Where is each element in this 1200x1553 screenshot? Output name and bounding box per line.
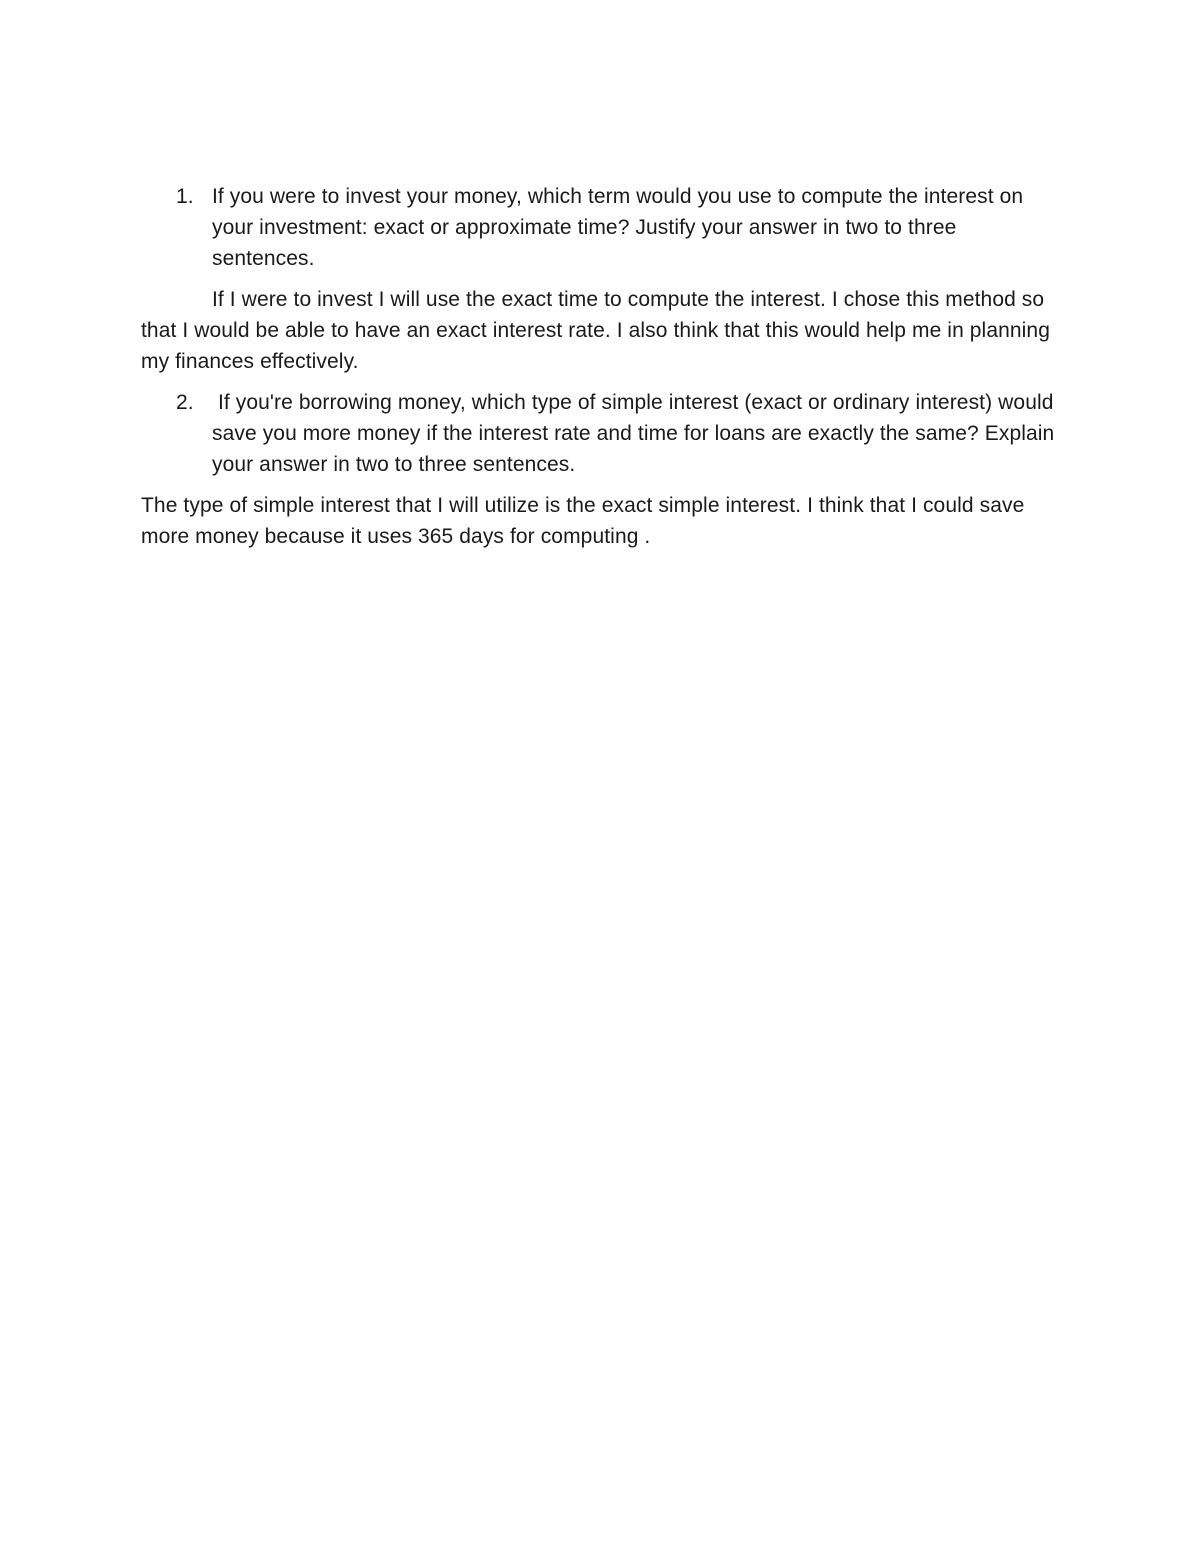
question-text: If you were to invest your money, which term would you use to compute the interest on your investment: exact or approximate time? Justify your answer in two to three sentences.: [212, 185, 1024, 270]
question-number: 1.: [176, 185, 194, 208]
document-body: [141, 181, 1061, 552]
question-number: 2.: [176, 391, 194, 414]
answer-1: If I were to invest I will use the exact time to compute the interest. I chose this method so that I would be able to have an exact interest rate. I also think that this would help me in planning my finances effectively.: [141, 288, 1050, 373]
question-text: If you're borrowing money, which type of simple interest (exact or ordinary interest) would save you more money if the interest rate and time for loans are exactly the same? Explain your answer in two to three sentences.: [212, 391, 1061, 476]
question-1: [141, 181, 1061, 274]
answer-2: The type of simple interest that I will utilize is the exact simple interest. I think that I could save more money because it uses 365 days for computing .: [141, 494, 1025, 548]
question-2: [141, 387, 1061, 480]
